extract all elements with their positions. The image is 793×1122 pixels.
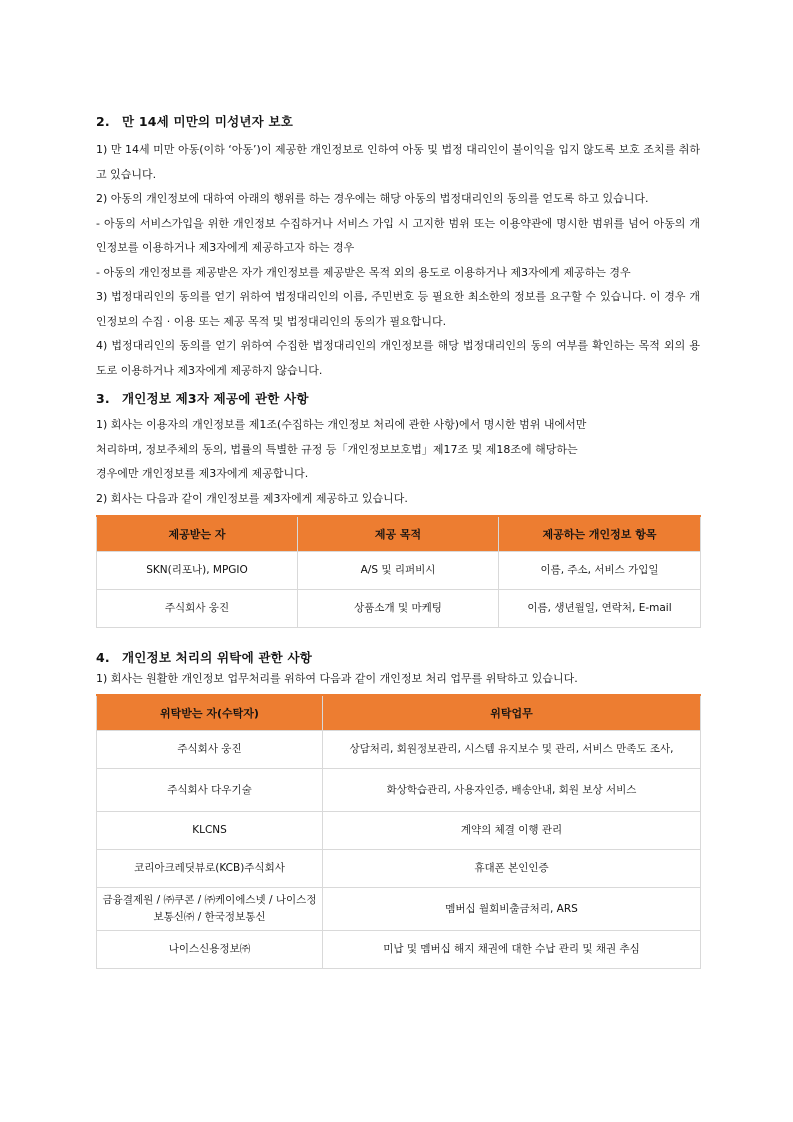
paragraph: - 아동의 서비스가입을 위한 개인정보 수집하거나 서비스 가입 시 고지한 범위 또는 이용약관에 명시한 범위를 넘어 아동의 개인정보를 이용하거나 제3자에게 제공하고자 하는 경우 (96, 216, 700, 254)
section-processing-outsourcing (96, 648, 700, 969)
table-cell: 이름, 생년월일, 연락처, E-mail (499, 590, 701, 628)
table-cell: 나이스신용정보㈜ (97, 931, 323, 969)
paragraph-line: 처리하며, 정보주체의 동의, 법률의 특별한 규정 등「개인정보보호법」제17조 및 제18조에 해당하는 (96, 442, 578, 456)
table-cell: 미납 및 멤버십 해지 채권에 대한 수납 관리 및 채권 추심 (323, 931, 701, 969)
paragraph-line: 경우에만 개인정보를 제3자에게 제공합니다. (96, 467, 309, 480)
table-cell: 코리아크레딧뷰로(KCB)주식회사 (97, 850, 323, 888)
table-header-row (97, 516, 701, 552)
paragraph: 2) 회사는 다음과 같이 개인정보를 제3자에게 제공하고 있습니다. (96, 491, 408, 505)
section-heading: 4. 개인정보 처리의 위탁에 관한 사항 (96, 650, 313, 665)
section-heading: 2. 만 14세 미만의 미성년자 보호 (96, 114, 294, 129)
paragraph: 3) 법정대리인의 동의를 얻기 위하여 법정대리인의 이름, 주민번호 등 필요한 최소한의 정보를 요구할 수 있습니다. 이 경우 개인정보의 수집 · 이용 또는 제공 목적 및 법정대리인의 동의가 필요합니다. (96, 290, 700, 328)
paragraph: 1) 만 14세 미만 아동(이하 ‘아동’)이 제공한 개인정보로 인하여 아동 및 법정 대리인이 불이익을 입지 않도록 보호 조치를 취하고 있습니다. (96, 143, 700, 181)
table-cell: A/S 및 리퍼비시 (298, 552, 499, 590)
column-header: 제공 목적 (298, 516, 499, 552)
table-cell: 이름, 주소, 서비스 가입일 (499, 552, 701, 590)
table-cell: SKN(리포나), MPGIO (97, 552, 298, 590)
table-cell: 상품소개 및 마케팅 (298, 590, 499, 628)
section-third-party-provision (96, 389, 700, 628)
paragraph: - 아동의 개인정보를 제공받은 자가 개인정보를 제공받은 목적 외의 용도로 이용하거나 제3자에게 제공하는 경우 (96, 265, 631, 279)
paragraph-line: 1) 회사는 이용자의 개인정보를 제1조(수집하는 개인정보 처리에 관한 사항)에서 명시한 범위 내에서만 (96, 418, 587, 431)
outsourcing-table (96, 694, 701, 969)
paragraph: 1) 회사는 원활한 개인정보 업무처리를 위하여 다음과 같이 개인정보 처리 업무를 위탁하고 있습니다. (96, 672, 578, 685)
table-row (97, 812, 701, 850)
section-minor-protection (96, 112, 700, 383)
table-row (97, 590, 701, 628)
table-row (97, 850, 701, 888)
table-row (97, 888, 701, 931)
table-row (97, 769, 701, 812)
table-cell: KLCNS (97, 812, 323, 850)
paragraph: 2) 아동의 개인정보에 대하여 아래의 행위를 하는 경우에는 해당 아동의 법정대리인의 동의를 얻도록 하고 있습니다. (96, 192, 649, 205)
table-row (97, 552, 701, 590)
table-cell: 화상학습관리, 사용자인증, 배송안내, 회원 보상 서비스 (323, 769, 701, 812)
table-cell: 계약의 체결 이행 관리 (323, 812, 701, 850)
table-cell: 주식회사 다우기술 (97, 769, 323, 812)
column-header: 위탁받는 자(수탁자) (97, 695, 323, 731)
paragraph: 4) 법정대리인의 동의를 얻기 위하여 수집한 법정대리인의 개인정보를 해당 법정대리인의 동의 여부를 확인하는 목적 외의 용도로 이용하거나 제3자에게 제공하지 않습니다. (96, 339, 700, 377)
table-header-row (97, 695, 701, 731)
table-row (97, 731, 701, 769)
column-header: 제공받는 자 (97, 516, 298, 552)
section-heading: 3. 개인정보 제3자 제공에 관한 사항 (96, 391, 309, 406)
column-header: 위탁업무 (323, 695, 701, 731)
table-cell: 금융결제원 / ㈜쿠콘 / ㈜케이에스넷 / 나이스정보통신㈜ / 한국정보통신 (97, 888, 323, 931)
table-cell: 휴대폰 본인인증 (323, 850, 701, 888)
column-header: 제공하는 개인정보 항목 (499, 516, 701, 552)
table-cell: 주식회사 웅진 (97, 731, 323, 769)
third-party-table (96, 515, 701, 628)
table-row (97, 931, 701, 969)
document-page (96, 112, 700, 975)
table-cell: 멤버십 월회비출금처리, ARS (323, 888, 701, 931)
table-cell: 상담처리, 회원정보관리, 시스템 유지보수 및 관리, 서비스 만족도 조사, (323, 731, 701, 769)
table-cell: 주식회사 웅진 (97, 590, 298, 628)
